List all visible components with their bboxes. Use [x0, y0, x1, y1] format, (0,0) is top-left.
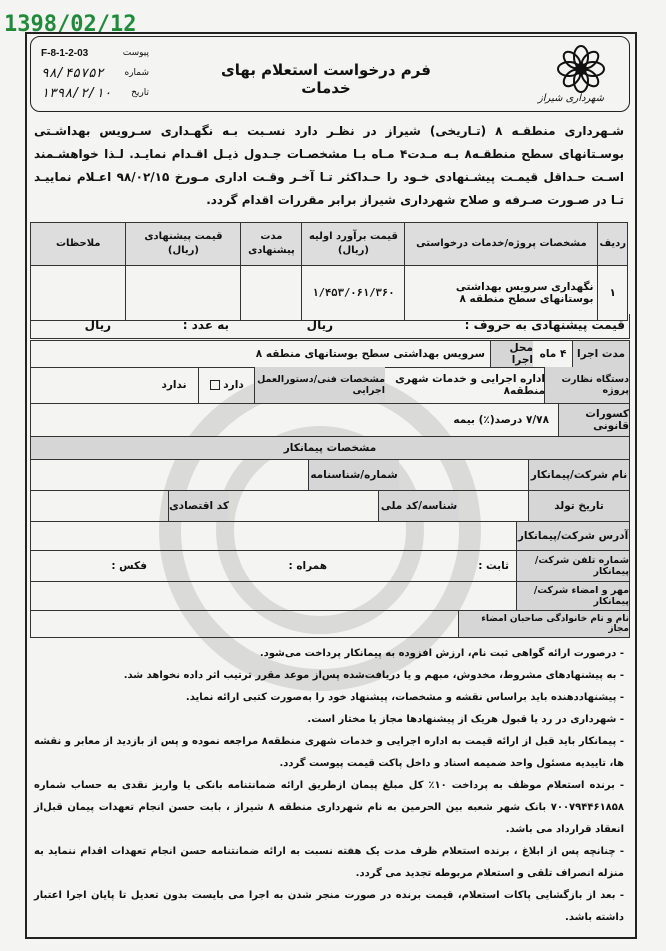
- deductions-value: ۷/۷۸ درصد(٪) بیمه: [453, 414, 549, 426]
- specs-label: مشخصات فنی/دستورالعمل اجرایی: [254, 367, 385, 403]
- table-row: [31, 266, 628, 321]
- supervisor-label: دستگاه نظارت پروژه: [544, 367, 629, 403]
- seal-label: مهر و امضاء شرکت/پیمانکار: [516, 582, 629, 610]
- note-item: - برنده استعلام موظف به پرداخت ۱۰٪ کل مبلغ پیمان ازطریق ارائه ضمانتنامه بانکی یا واریز نقدی به حساب شماره ۷۰۰۷۹۴۴۶۱۸۵۸ بانک شهر شعبه بین الحرمین به نام شهرداری منطقه ۸ شیراز ، بابت حسن انجام تعهدات پیمان قبل‌از انعقاد قرارداد می باشد.: [34, 780, 624, 835]
- duration-label: مدت اجرا: [572, 341, 629, 367]
- col-row-no: ردیف: [598, 223, 628, 266]
- mobile-label: همراه :: [288, 560, 327, 572]
- fixed-label: ثابت :: [478, 560, 509, 572]
- seal-field[interactable]: [31, 582, 517, 610]
- phone-row: [30, 551, 630, 582]
- supervisor-row: [30, 367, 630, 404]
- attachment-label: پیوست: [122, 48, 149, 58]
- id-field[interactable]: [31, 460, 309, 490]
- seal-row: [30, 582, 630, 611]
- items-table: [30, 222, 628, 321]
- supervisor-value: اداره اجرایی و خدمات شهری منطقه۸: [384, 367, 545, 403]
- date-value: ۱۳۹۸/۲/۱۰: [41, 85, 112, 101]
- row-offer[interactable]: [126, 266, 241, 321]
- signers-row: [30, 611, 630, 638]
- row-estimate: ۱/۴۵۳/۰۶۱/۳۶۰: [302, 266, 405, 321]
- duration-row: [30, 340, 630, 368]
- green-date-stamp: 1398/02/12: [4, 12, 137, 37]
- hasnot-option[interactable]: [149, 367, 199, 403]
- birth-row: [30, 491, 630, 522]
- note-item: - شهرداری در رد یا قبول هریک از پیشنهادها مجاز یا مختار است.: [307, 714, 624, 725]
- shiraz-municipality-logo-icon: [509, 41, 619, 105]
- phone-fields[interactable]: [31, 551, 517, 581]
- has-label: دارد: [223, 379, 244, 391]
- note-item: - به پیشنهادهای مشروط، مخدوش، مبهم و یا دریافت‌شده پس‌از موعد مقرر ترتیب اثر داده نخواهد شد.: [123, 670, 624, 681]
- signers-field[interactable]: [31, 611, 459, 637]
- notes-list: [34, 643, 624, 929]
- birth-field[interactable]: [458, 491, 529, 521]
- deductions-label: کسورات قانونی: [558, 404, 629, 436]
- economic-label: کد اقتصادی: [168, 491, 229, 521]
- signers-label: نام و نام خانوادگی صاحبان امضاء مجاز: [458, 611, 629, 637]
- contractor-section-title: مشخصات پیمانکار: [283, 442, 377, 454]
- company-row: [30, 460, 630, 491]
- col-description: مشخصات پروژه/خدمات درخواستی: [405, 223, 598, 266]
- row-no: ۱: [598, 266, 628, 321]
- has-checkbox[interactable]: [210, 380, 220, 390]
- form-code: F-8-1-2-03: [41, 47, 89, 59]
- number-value: ۹۸/۴۵۷۵۲: [41, 65, 104, 81]
- note-item: - پیمانکار باید قبل از ارائه قیمت به اداره اجرایی و خدمات شهری منطقه۸ مراجعه نموده و پس از بازدید از معابر و نقشه ها، تاییدیه مسئول واحد ضمیمه اسناد و داخل پاکت قیمت پیوست گردد.: [34, 736, 624, 769]
- note-item: - درصورت ارائه گواهی ثبت نام، ارزش افزوده به پیمانکار پرداخت می‌شود.: [259, 648, 624, 659]
- duration-value: ۴ ماه: [532, 341, 573, 367]
- note-item: - بعد از بازگشایی پاکات استعلام، قیمت برنده در صورت منجر شدن به اجرا می بایست بدون تعدیل تا پایان اجرا اعتبار داشته باشد.: [34, 890, 624, 923]
- row-duration[interactable]: [241, 266, 302, 321]
- national-field[interactable]: [228, 491, 379, 521]
- national-label: شناسه/کد ملی: [378, 491, 459, 521]
- subject-value: سرویس بهداشتی سطح بوستانهای منطقه ۸: [255, 348, 485, 360]
- row-description: نگهداری سرویس بهداشتی بوستانهای سطح منطقه ۸: [405, 266, 598, 321]
- company-field[interactable]: [398, 460, 529, 490]
- fax-label: فکس :: [111, 560, 147, 572]
- price-line: [30, 314, 630, 339]
- address-row: [30, 522, 630, 551]
- table-header-row: [31, 223, 628, 266]
- company-label: نام شرکت/پیمانکار: [528, 460, 629, 490]
- has-option[interactable]: [198, 367, 255, 403]
- id-label: شماره/شناسنامه: [308, 460, 399, 490]
- col-offer: قیمت پیشنهادی (ریال): [126, 223, 241, 266]
- col-duration: مدت پیشنهادی: [241, 223, 302, 266]
- price-words-label: قیمت پیشنهادی به حروف :: [464, 318, 625, 332]
- price-words-rial: ریال: [306, 318, 333, 332]
- form-header: [30, 36, 630, 112]
- price-digits-rial: ریال: [84, 318, 111, 332]
- contractor-section-header: [30, 437, 630, 460]
- phone-label: شماره تلفن شرکت/پیمانکار: [516, 551, 629, 581]
- address-label: آدرس شرکت/پیمانکار: [516, 522, 629, 550]
- date-label: تاریخ: [131, 88, 149, 98]
- price-digits-label: به عدد :: [182, 318, 229, 332]
- note-item: - چنانچه پس از ابلاغ ، برنده استعلام ظرف مدت یک هفته نسبت به ارائه ضمانتنامه حسن انجام تعهدات اقدام ننماید به منزله انصراف تلقی و استعلام مربوطه تجدید می گردد.: [34, 846, 624, 879]
- address-field[interactable]: [31, 522, 517, 550]
- birth-label: تاریخ تولد: [528, 491, 629, 521]
- logo-text: شهرداری شیراز: [537, 93, 605, 104]
- col-estimate: قیمت برآورد اولیه (ریال): [302, 223, 405, 266]
- economic-field[interactable]: [31, 491, 169, 521]
- deductions-row: [30, 404, 630, 437]
- number-label: شماره: [124, 68, 149, 78]
- form-title: فرم درخواست استعلام بهای خدمات: [221, 61, 431, 97]
- subject-label: محل اجرا: [490, 341, 533, 367]
- hasnot-label: ندارد: [161, 379, 187, 391]
- note-item: - پیشنهاددهنده باید براساس نقشه و مشخصات، پیشنهاد خود را به‌صورت کتبی ارائه نماید.: [185, 692, 624, 703]
- meta-box: [41, 43, 149, 105]
- intro-paragraph: شـهرداری منطقـه ۸ (تـاریخی) شیراز در نظـر دارد نسـبت بـه نگهـداری سـرویس بهداشـتی بوسـتانهای سطح منطقـه۸ بـه مـدت۴ مـاه بـا مشخصـات جـدول ذیـل اقـدام نمایـد. لـذا خواهشـمند اسـت حـداقل قیمـت پیشـنهادی خـود را حـداکثر تـا آخـر وقـت اداری مـورخ ۹۸/۰۲/۱۵ اعـلام نماییـد تـا در صـورت صـرفه و صلاح شهرداری شیراز برابر مقررات اقدام گردد.: [34, 124, 625, 207]
- row-notes[interactable]: [31, 266, 126, 321]
- col-notes: ملاحظات: [31, 223, 126, 266]
